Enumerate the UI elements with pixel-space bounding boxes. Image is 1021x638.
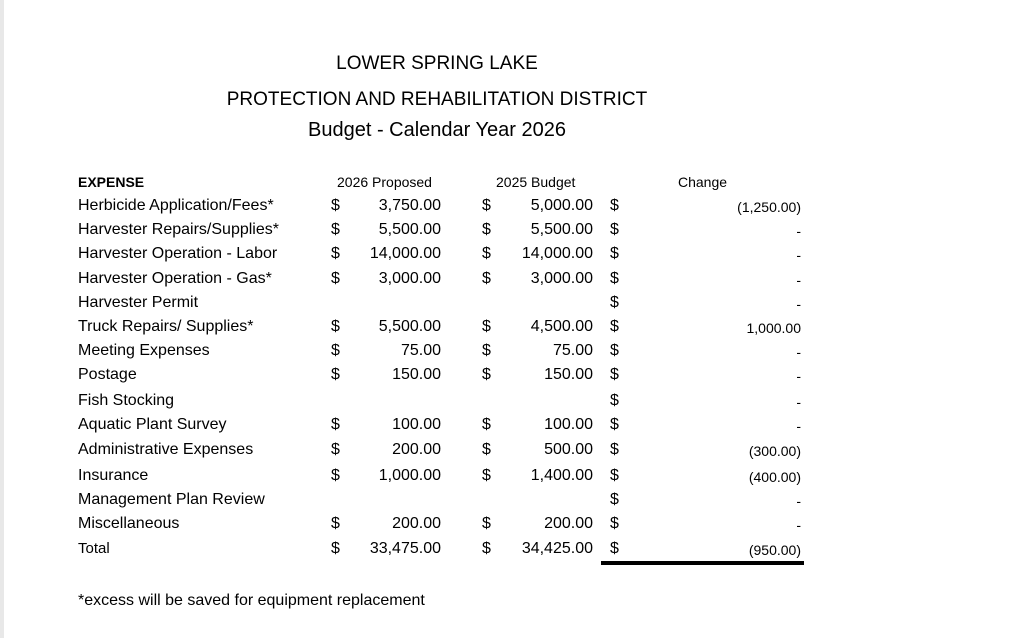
title-district: PROTECTION AND REHABILITATION DISTRICT	[226, 89, 648, 110]
dollar-sign: $	[482, 342, 491, 359]
proposed-value: 3,000.00	[378, 270, 441, 287]
table-row	[0, 270, 1021, 290]
change-value: -	[796, 296, 801, 312]
row-label: Fish Stocking	[78, 392, 175, 409]
budget-total: 34,425.00	[521, 540, 593, 557]
table-row	[0, 416, 1021, 436]
change-value: (300.00)	[748, 443, 801, 459]
budget-value: 500.00	[544, 441, 593, 458]
proposed-value: 3,750.00	[378, 197, 441, 214]
dollar-sign: $	[331, 342, 340, 359]
row-label: Administrative Expenses	[78, 441, 254, 458]
budget-value: 200.00	[544, 515, 593, 532]
dollar-sign: $	[610, 491, 619, 508]
row-label: Harvester Operation - Labor	[78, 245, 278, 262]
row-label: Meeting Expenses	[78, 342, 210, 359]
budget-value: 75.00	[552, 342, 593, 359]
dollar-sign: $	[482, 441, 491, 458]
dollar-sign: $	[610, 467, 619, 484]
budget-value: 4,500.00	[530, 318, 593, 335]
change-value: (1,250.00)	[737, 199, 801, 215]
budget-value: 14,000.00	[521, 245, 593, 262]
change-value: -	[796, 272, 801, 288]
dollar-sign: $	[331, 515, 340, 532]
dollar-sign: $	[610, 342, 619, 359]
dollar-sign: $	[610, 366, 619, 383]
dollar-sign: $	[610, 392, 619, 409]
dollar-sign: $	[610, 540, 619, 557]
row-label: Harvester Repairs/Supplies*	[78, 221, 279, 238]
change-value: (400.00)	[748, 469, 801, 485]
dollar-sign: $	[331, 467, 340, 484]
change-value: -	[796, 394, 801, 410]
dollar-sign: $	[482, 416, 491, 433]
table-row	[0, 221, 1021, 241]
dollar-sign: $	[482, 515, 491, 532]
change-value: -	[796, 418, 801, 434]
change-value: -	[796, 517, 801, 533]
change-total: (950.00)	[748, 542, 801, 558]
table-row	[0, 366, 1021, 386]
row-label: Postage	[78, 366, 137, 383]
row-label: Harvester Operation - Gas*	[78, 270, 272, 287]
dollar-sign: $	[610, 221, 619, 238]
row-label: Management Plan Review	[78, 491, 265, 508]
table-row	[0, 342, 1021, 362]
proposed-value: 5,500.00	[378, 318, 441, 335]
change-value: -	[796, 344, 801, 360]
budget-value: 5,000.00	[530, 197, 593, 214]
dollar-sign: $	[482, 245, 491, 262]
row-label: Truck Repairs/ Supplies*	[78, 318, 254, 335]
budget-value: 5,500.00	[530, 221, 593, 238]
table-row	[0, 245, 1021, 265]
proposed-value: 1,000.00	[378, 467, 441, 484]
column-header-budget: 2025 Budget	[496, 174, 576, 190]
dollar-sign: $	[610, 416, 619, 433]
dollar-sign: $	[482, 540, 491, 557]
total-row	[0, 540, 1021, 560]
dollar-sign: $	[610, 245, 619, 262]
budget-value: 150.00	[544, 366, 593, 383]
dollar-sign: $	[331, 318, 340, 335]
dollar-sign: $	[610, 270, 619, 287]
proposed-value: 100.00	[392, 416, 441, 433]
proposed-value: 5,500.00	[378, 221, 441, 238]
dollar-sign: $	[610, 197, 619, 214]
table-row	[0, 491, 1021, 511]
proposed-value: 200.00	[392, 441, 441, 458]
row-label: Insurance	[78, 467, 149, 484]
budget-value: 1,400.00	[530, 467, 593, 484]
proposed-value: 14,000.00	[369, 245, 441, 262]
dollar-sign: $	[482, 221, 491, 238]
column-header-expense: EXPENSE	[78, 174, 145, 190]
dollar-sign: $	[482, 270, 491, 287]
row-label: Harvester Permit	[78, 294, 199, 311]
footnote: *excess will be saved for equipment replacement	[78, 592, 425, 609]
table-row	[0, 318, 1021, 338]
row-label: Aquatic Plant Survey	[78, 416, 227, 433]
proposed-value: 150.00	[392, 366, 441, 383]
budget-value: 100.00	[544, 416, 593, 433]
budget-value: 3,000.00	[530, 270, 593, 287]
dollar-sign: $	[482, 366, 491, 383]
proposed-total: 33,475.00	[369, 540, 441, 557]
change-value: 1,000.00	[746, 320, 801, 336]
dollar-sign: $	[331, 416, 340, 433]
row-label: Total	[78, 540, 110, 557]
column-header-proposed: 2026 Proposed	[337, 174, 432, 190]
title-budget-year: Budget - Calendar Year 2026	[308, 119, 566, 141]
table-row	[0, 467, 1021, 487]
dollar-sign: $	[331, 270, 340, 287]
dollar-sign: $	[610, 441, 619, 458]
table-row	[0, 515, 1021, 535]
table-row	[0, 441, 1021, 461]
row-label: Miscellaneous	[78, 515, 180, 532]
change-value: -	[796, 223, 801, 239]
dollar-sign: $	[482, 197, 491, 214]
dollar-sign: $	[482, 318, 491, 335]
dollar-sign: $	[610, 515, 619, 532]
dollar-sign: $	[331, 221, 340, 238]
change-value: -	[796, 247, 801, 263]
table-row	[0, 197, 1021, 217]
dollar-sign: $	[331, 366, 340, 383]
dollar-sign: $	[482, 467, 491, 484]
table-row	[0, 294, 1021, 314]
dollar-sign: $	[610, 294, 619, 311]
row-label: Herbicide Application/Fees*	[78, 197, 274, 214]
title-lake-name: LOWER SPRING LAKE	[336, 53, 538, 74]
proposed-value: 200.00	[392, 515, 441, 532]
proposed-value: 75.00	[400, 342, 441, 359]
column-header-change: Change	[678, 174, 728, 190]
change-value: -	[796, 368, 801, 384]
dollar-sign: $	[610, 318, 619, 335]
dollar-sign: $	[331, 197, 340, 214]
change-value: -	[796, 493, 801, 509]
total-underline	[601, 561, 804, 565]
dollar-sign: $	[331, 441, 340, 458]
table-row	[0, 392, 1021, 412]
dollar-sign: $	[331, 540, 340, 557]
dollar-sign: $	[331, 245, 340, 262]
